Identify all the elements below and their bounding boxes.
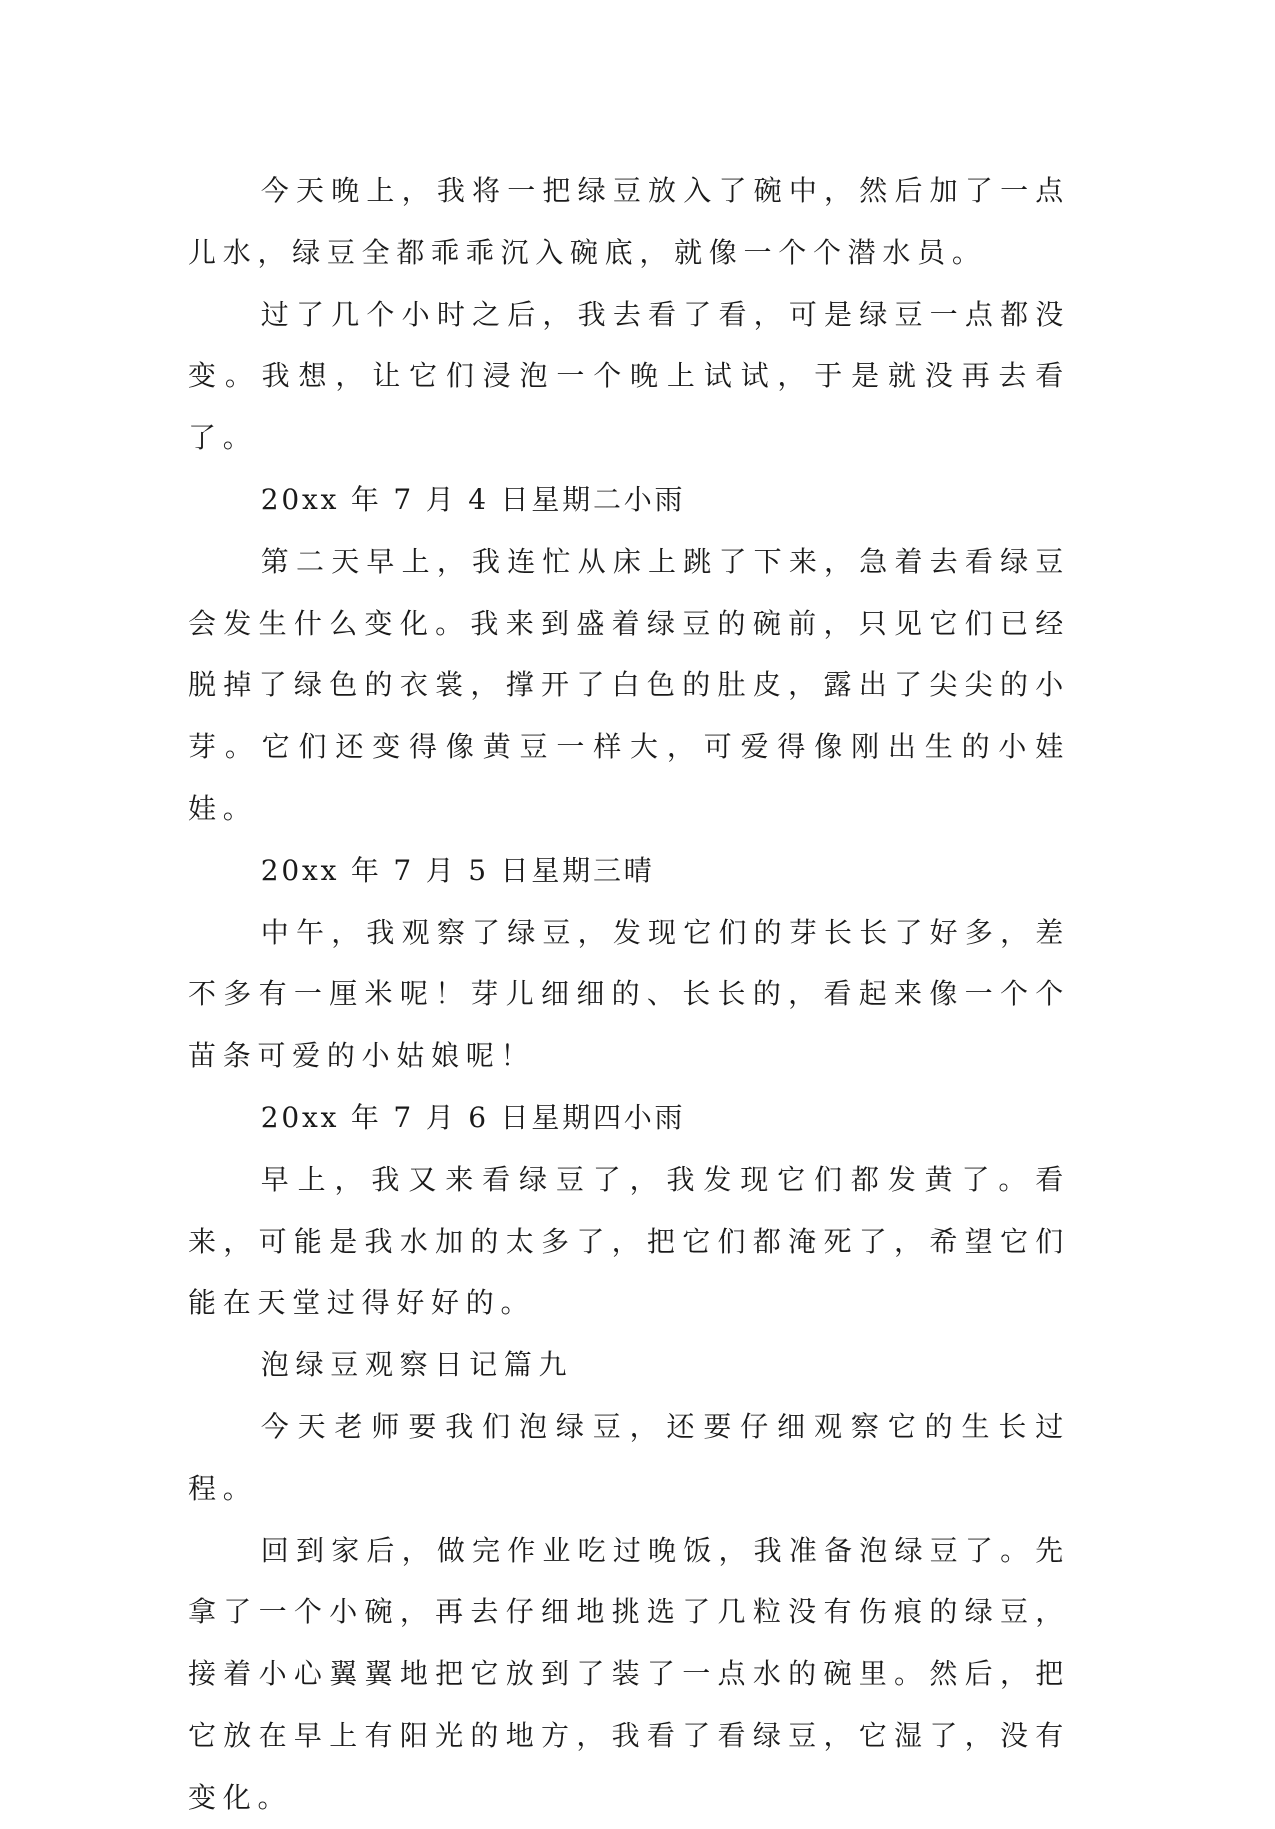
- diary-date-heading: 20xx 年 7 月 5 日星期三晴: [260, 853, 655, 887]
- paragraph: 今天晚上，我将一把绿豆放入了碗中，然后加了一点儿水，绿豆全都乖乖沉入碗底，就像一个个潜水员。: [188, 174, 1070, 269]
- paragraph: 早上，我又来看绿豆了，我发现它们都发黄了。看来，可能是我水加的太多了，把它们都淹死了，希望它们能在天堂过得好好的。: [188, 1162, 1070, 1320]
- paragraph: 中午，我观察了绿豆，发现它们的芽长长了好多，差不多有一厘米呢！芽儿细细的、长长的，看起来像一个个苗条可爱的小姑娘呢！: [188, 915, 1070, 1073]
- paragraph: 回到家后，做完作业吃过晚饭，我准备泡绿豆了。先拿了一个小碗，再去仔细地挑选了几粒没有伤痕的绿豆，接着小心翼翼地把它放到了装了一点水的碗里。然后，把它放在早上有阳光的地方，我看了看绿豆，它湿了，没有变化。: [188, 1533, 1070, 1814]
- paragraph: 过了几个小时之后，我去看了看，可是绿豆一点都没变。我想，让它们浸泡一个晚上试试，于是就没再去看了。: [188, 297, 1070, 455]
- document-body: [188, 160, 1070, 1829]
- paragraph: 今天老师要我们泡绿豆，还要仔细观察它的生长过程。: [188, 1409, 1070, 1505]
- diary-date-heading: 20xx 年 7 月 4 日星期二小雨: [260, 482, 686, 516]
- diary-date-heading: 20xx 年 7 月 6 日星期四小雨: [260, 1100, 686, 1134]
- paragraph: 第二天早上，我连忙从床上跳了下来，急着去看绿豆会发生什么变化。我来到盛着绿豆的碗前，只见它们已经脱掉了绿色的衣裳，撑开了白色的肚皮，露出了尖尖的小芽。它们还变得像黄豆一样大，可爱得像刚出生的小娃娃。: [188, 544, 1070, 825]
- section-title: 泡绿豆观察日记篇九: [260, 1348, 574, 1382]
